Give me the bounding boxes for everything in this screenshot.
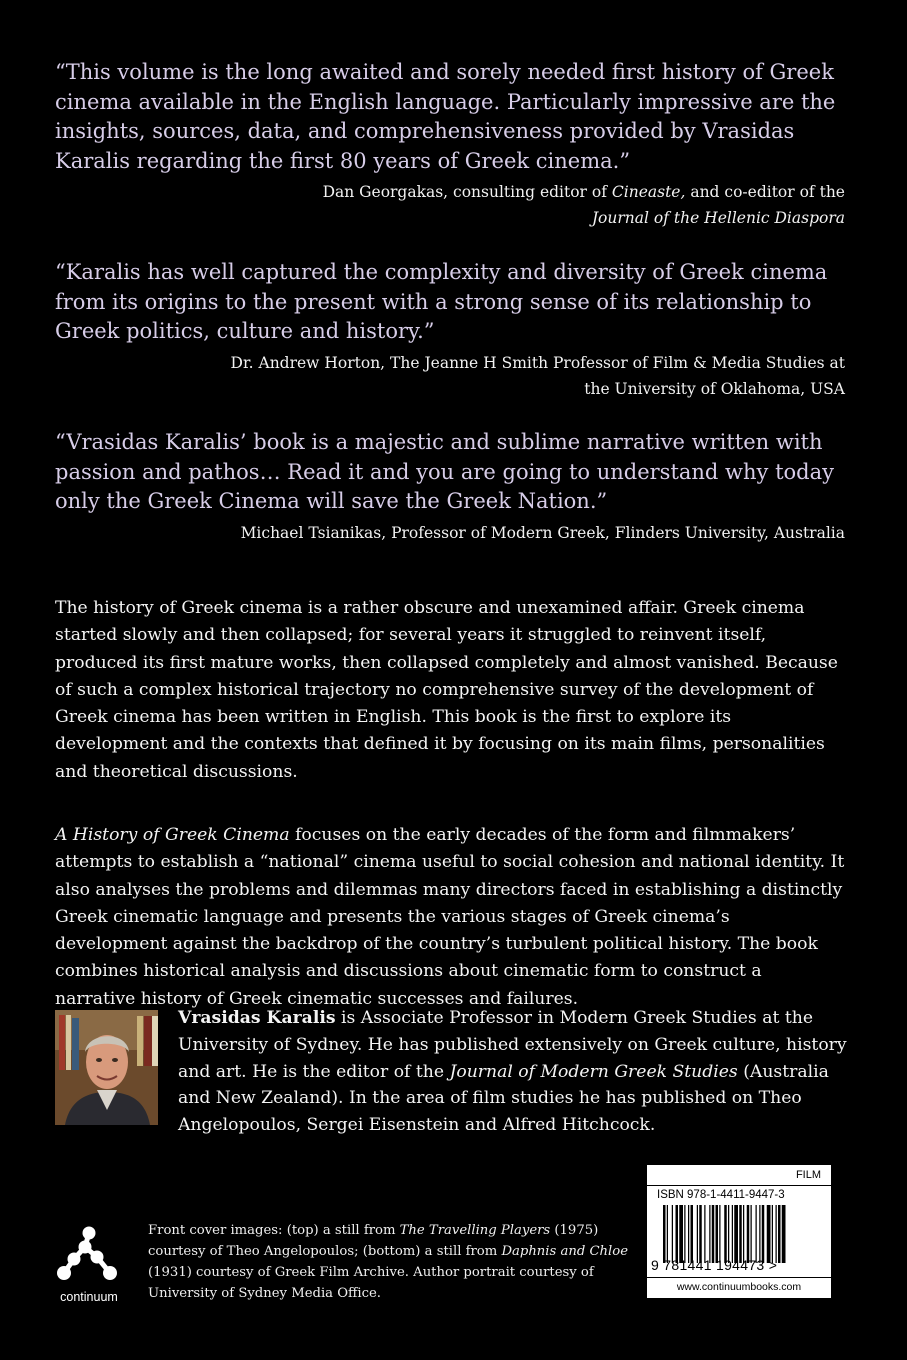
divider — [647, 1277, 831, 1278]
quote-1 — [55, 58, 845, 231]
blurb-paragraph-1: The history of Greek cinema is a rather obscure and unexamined affair. Greek cinema started slowly and then collapsed; for several years it struggled to reinvent itself, produced its first mature works, then collapsed completely and almost vanished. Because of such a complex historical trajectory no comprehensive survey of the development of Greek cinema has been written in English. This book is the first to explore its development and the contexts that defined it by focusing on its main films, personalities and theoretical discussions. — [55, 598, 838, 782]
quote-2-attribution: Dr. Andrew Horton, The Jeanne H Smith Professor of Film & Media Studies at the University of Oklahoma, USA — [230, 353, 845, 398]
barcode-digits: 9 781441 194473 > — [651, 1257, 778, 1273]
author-bio: Vrasidas Karalis is Associate Professor in Modern Greek Studies at the University of Sydney. He has published extensively on Greek culture, history and art. He is the editor of the Journal of Modern Greek Studies (Australia and New Zealand). In the area of film studies he has published on Theo Angelopoulos, Sergei Eisenstein and Alfred Hitchcock. — [178, 1008, 847, 1136]
barcode-icon — [663, 1205, 823, 1263]
isbn-barcode-box — [645, 1163, 833, 1300]
continuum-logo-icon — [52, 1223, 126, 1283]
cover-image-credits: Front cover images: (top) a still from The Travelling Players (1975) courtesy of Theo Angelopoulos; (bottom) a still from Daphnis and Chloe (1931) courtesy of Greek Film Archive. Author portrait courtesy of University of Sydney Media Office. — [148, 1223, 629, 1301]
divider — [647, 1185, 831, 1186]
quote-2 — [55, 258, 845, 402]
quote-3-text: “Vrasidas Karalis’ book is a majestic and sublime narrative written with passion and pathos… Read it and you are going to understand why today only the Greek Cinema will save the Greek Nation.” — [55, 430, 834, 513]
isbn-label: ISBN 978-1-4411-9447-3 — [657, 1189, 785, 1201]
quote-1-text: “This volume is the long awaited and sorely needed first history of Greek cinema available in the English language. Particularly impressive are the insights, sources, data, and comprehensiveness provided by Vrasidas Karalis regarding the first 80 years of Greek cinema.” — [55, 60, 836, 173]
author-portrait — [55, 1010, 158, 1125]
quote-2-text: “Karalis has well captured the complexity and diversity of Greek cinema from its origins to the present with a strong sense of its relationship to Greek politics, culture and history.” — [55, 260, 828, 343]
quote-1-attribution: Dan Georgakas, consulting editor of Cineaste, and co-editor of the Journal of the Hellenic Diaspora — [322, 183, 845, 227]
publisher-url: www.continuumbooks.com — [676, 1281, 802, 1293]
subject-category: FILM — [795, 1169, 821, 1181]
publisher-logo — [52, 1223, 126, 1308]
quote-3-attribution: Michael Tsianikas, Professor of Modern Greek, Flinders University, Australia — [240, 523, 845, 542]
quote-3 — [55, 428, 845, 546]
publisher-name: continuum — [60, 1290, 118, 1304]
blurb-paragraph-2: A History of Greek Cinema focuses on the early decades of the form and filmmakers’ attempts to establish a “national” cinema useful to social cohesion and national identity. It also analyses the problems and dilemmas many directors faced in establishing a distinctly Greek cinematic language and presents the various stages of Greek cinema’s development against the backdrop of the country’s turbulent political history. The book combines historical analysis and discussions about cinematic form to construct a narrative history of Greek cinematic successes and failures. — [55, 825, 845, 1009]
